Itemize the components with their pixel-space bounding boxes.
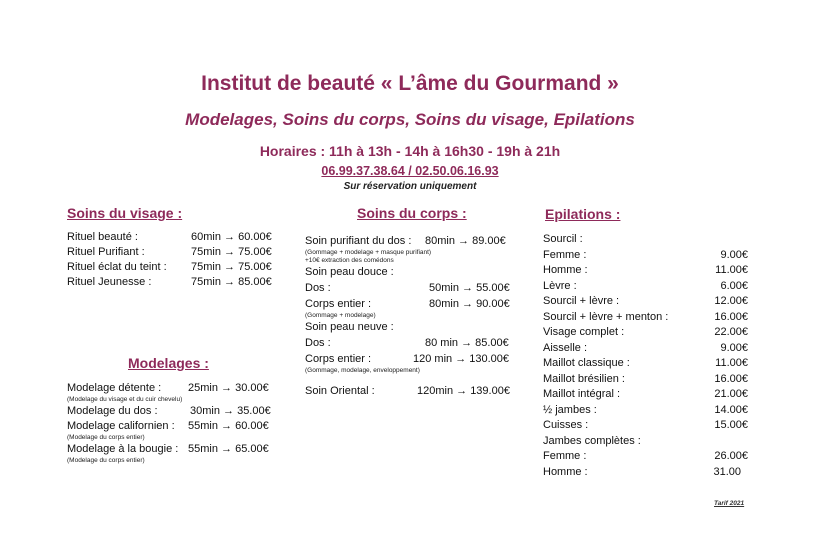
list-item: [543, 310, 748, 326]
item-price: 55min → 60.00€: [188, 420, 269, 432]
item-label: Sourcil + lèvre + menton :: [543, 310, 669, 323]
item-label: Modelage détente :: [67, 382, 162, 394]
item-label: Dos :: [305, 337, 331, 349]
item-price: 80min → 89.00€: [425, 235, 506, 247]
item-label: Visage complet :: [543, 326, 625, 338]
item-label: Soin Oriental :: [305, 385, 375, 397]
item-label: Rituel beauté :: [67, 231, 138, 243]
item-price: 16.00€: [714, 372, 748, 385]
item-note: (Modelage du visage et du cuir chevelu): [67, 396, 183, 403]
list-item: [543, 418, 748, 434]
corps-list: [305, 234, 525, 399]
item-label: Corps entier :: [305, 353, 372, 365]
item-label: Jambes complètes :: [543, 434, 641, 447]
list-item: [543, 403, 748, 419]
opening-hours: Horaires : 11h à 13h - 14h à 16h30 - 19h à 21h: [259, 143, 561, 159]
item-price: 11.00€: [715, 264, 748, 276]
list-item: [543, 372, 748, 388]
list-item: [305, 384, 525, 399]
item-price: 21.00€: [714, 388, 748, 400]
item-label: ½ jambes :: [543, 403, 597, 416]
item-price: 9.00€: [720, 341, 748, 354]
visage-list: [67, 230, 287, 290]
tarif-label: Tarif 2021: [714, 500, 745, 507]
item-label: Maillot brésilien :: [543, 372, 625, 385]
item-price: 15.00€: [714, 419, 748, 431]
item-label: Aisselle :: [543, 341, 588, 354]
item-label: Cuisses :: [543, 419, 589, 431]
list-item: [543, 387, 748, 403]
list-item: [305, 265, 525, 280]
item-note: (Gommage, modelage, enveloppement): [305, 367, 420, 374]
list-item: [67, 245, 287, 260]
modelages-list: [67, 381, 287, 465]
list-item: [305, 320, 525, 335]
item-label: Rituel éclat du teint :: [67, 261, 167, 273]
list-item: [543, 279, 748, 295]
list-item: [305, 281, 525, 296]
epilations-list: [543, 232, 748, 480]
item-label: Rituel Purifiant :: [67, 246, 145, 258]
item-price: 80 min → 85.00€: [425, 337, 509, 349]
item-price: 75min → 75.00€: [191, 246, 272, 258]
item-note: (Gommage + modelage): [305, 312, 376, 319]
item-price: 80min → 90.00€: [429, 298, 510, 310]
list-item: [67, 275, 287, 290]
list-item: [543, 449, 748, 465]
item-price: 14.00€: [714, 403, 748, 416]
item-price: 60min → 60.00€: [191, 231, 272, 243]
list-item: [67, 260, 287, 275]
item-price: 30min → 35.00€: [190, 405, 271, 417]
list-item: [543, 465, 748, 481]
item-note: (Modelage du corps entier): [67, 457, 145, 464]
list-item: [305, 336, 525, 351]
list-item: [67, 381, 287, 396]
list-item: [543, 263, 748, 279]
item-price: 55min → 65.00€: [188, 443, 269, 455]
item-price: 9.00€: [720, 248, 748, 261]
item-label: Homme :: [543, 264, 588, 276]
item-price: 16.00€: [714, 310, 748, 323]
item-label: Maillot intégral :: [543, 388, 621, 400]
list-item: [543, 356, 748, 372]
item-label: Modelage à la bougie :: [67, 443, 179, 455]
item-label: Dos :: [305, 282, 331, 294]
list-item: [67, 230, 287, 245]
item-label: Sourcil + lèvre :: [543, 295, 620, 307]
item-label: Modelage du dos :: [67, 405, 158, 417]
item-label: Lèvre :: [543, 279, 577, 292]
item-price: 120min → 139.00€: [417, 385, 510, 397]
item-label: Soin peau douce :: [305, 266, 394, 278]
item-label: Sourcil :: [543, 233, 583, 245]
item-price: 31.00: [713, 465, 741, 478]
section-title-epilations: Epilations :: [545, 206, 621, 222]
item-label: Soin purifiant du dos :: [305, 235, 412, 247]
item-price: 120 min → 130.00€: [413, 353, 510, 365]
item-price: 75min → 75.00€: [191, 261, 272, 273]
list-item: [543, 248, 748, 264]
section-title-corps: Soins du corps :: [357, 205, 467, 221]
item-price: 25min → 30.00€: [188, 382, 269, 394]
phone-numbers: 06.99.37.38.64 / 02.50.06.16.93: [321, 164, 499, 178]
list-item: [543, 294, 748, 310]
list-item: [67, 419, 287, 434]
list-item: [543, 232, 748, 248]
item-note: (Modelage du corps entier): [67, 434, 145, 441]
item-price: 26.00€: [714, 450, 748, 462]
item-price: 50min → 55.00€: [429, 282, 510, 294]
list-item: [305, 297, 525, 312]
item-label: Soin peau neuve :: [305, 321, 394, 333]
item-label: Corps entier :: [305, 298, 372, 310]
section-title-modelages: Modelages :: [128, 355, 209, 371]
page-title: Institut de beauté « L’âme du Gourmand »: [201, 72, 619, 95]
item-price: 75min → 85.00€: [191, 276, 272, 288]
section-title-visage: Soins du visage :: [67, 205, 183, 221]
list-item: [543, 341, 748, 357]
list-item: [543, 434, 748, 450]
item-price: 12.00€: [714, 295, 748, 307]
item-label: Femme :: [543, 450, 587, 462]
page-subtitle: Modelages, Soins du corps, Soins du visage, Epilations: [185, 110, 635, 129]
item-label: Homme :: [543, 465, 588, 478]
list-item: [67, 404, 287, 419]
item-note: (Gommage + modelage + masque purifiant): [305, 249, 432, 256]
item-label: Femme :: [543, 248, 587, 261]
item-note: +10€ extraction des comédons: [305, 257, 394, 264]
item-label: Maillot classique :: [543, 357, 630, 369]
item-price: 22.00€: [714, 326, 748, 338]
item-label: Rituel Jeunesse :: [67, 276, 152, 288]
list-item: [543, 325, 748, 341]
item-price: 6.00€: [720, 279, 748, 292]
item-price: 11.00€: [715, 357, 748, 369]
list-item: [305, 352, 525, 367]
item-label: Modelage californien :: [67, 420, 175, 432]
list-item: [67, 442, 287, 457]
reservation-note: Sur réservation uniquement: [343, 181, 477, 192]
list-item: [305, 234, 525, 249]
